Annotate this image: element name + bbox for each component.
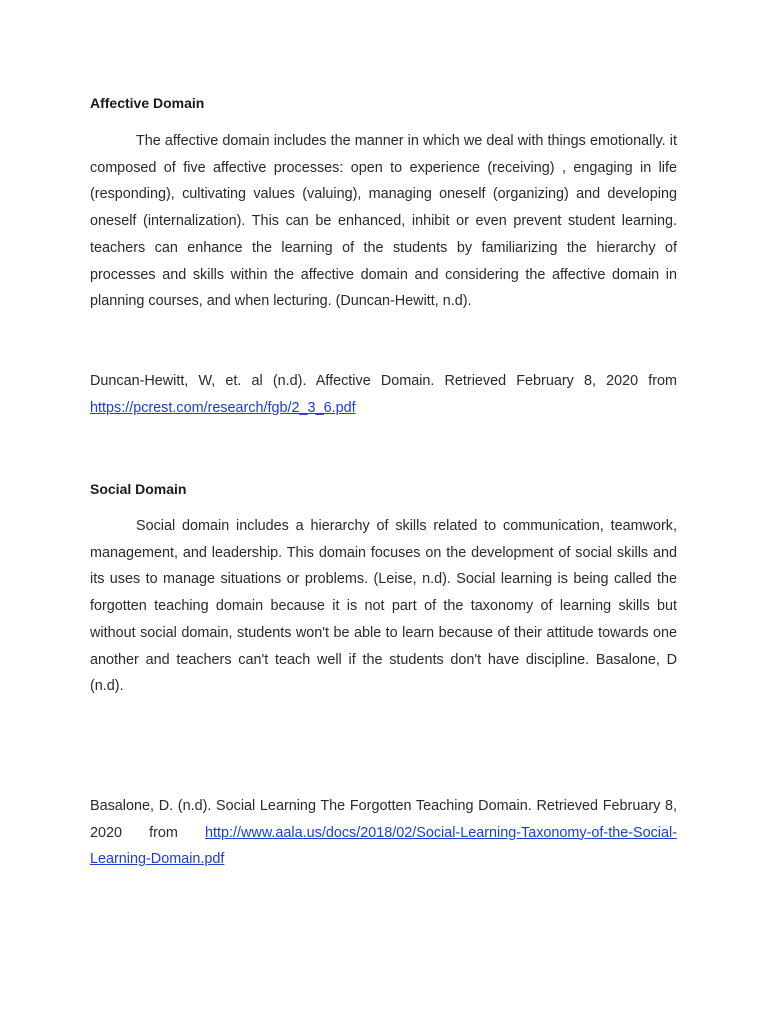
affective-domain-paragraph: The affective domain includes the manner in which we deal with things emotionally. it composed of five affective processes: open to experience (receiving) , engaging in life (responding), cultivating values (valuing), managing oneself (organizing) and developing oneself (internalization). This can be enhanced, inhibit or even prevent student learning. teachers can enhance the learning of the students by familiarizing the hierarchy of processes and skills within the affective domain and considering the affective domain in planning courses, and when lecturing. (Duncan-Hewitt, n.d).	[90, 133, 677, 310]
social-domain-reference	[90, 793, 677, 873]
social-reference-text: Basalone, D. (n.d). Social Learning The Forgotten Teaching Domain. Retrieved February 8, 2020 from	[90, 798, 677, 841]
social-reference-link[interactable]: http://www.aala.us/docs/2018/02/Social-Learning-Taxonomy-of-the-Social-Learning-Domain.pdf	[90, 824, 677, 868]
affective-reference-text: Duncan-Hewitt, W, et. al (n.d). Affective Domain. Retrieved February 8, 2020 from	[90, 373, 677, 389]
affective-domain-heading: Affective Domain	[90, 95, 205, 111]
social-domain-heading: Social Domain	[90, 481, 187, 497]
affective-reference-link[interactable]: https://pcrest.com/research/fgb/2_3_6.pdf	[90, 399, 356, 416]
social-domain-paragraph: Social domain includes a hierarchy of skills related to communication, teamwork, management, and leadership. This domain focuses on the development of social skills and its uses to manage situations or problems. (Leise, n.d). Social learning is being called the forgotten teaching domain because it is not part of the taxonomy of learning skills but without social domain, students won't be able to learn because of their attitude towards one another and teachers can't teach well if the students don't have discipline. Basalone, D (n.d).	[90, 518, 677, 695]
affective-domain-reference	[90, 368, 677, 421]
